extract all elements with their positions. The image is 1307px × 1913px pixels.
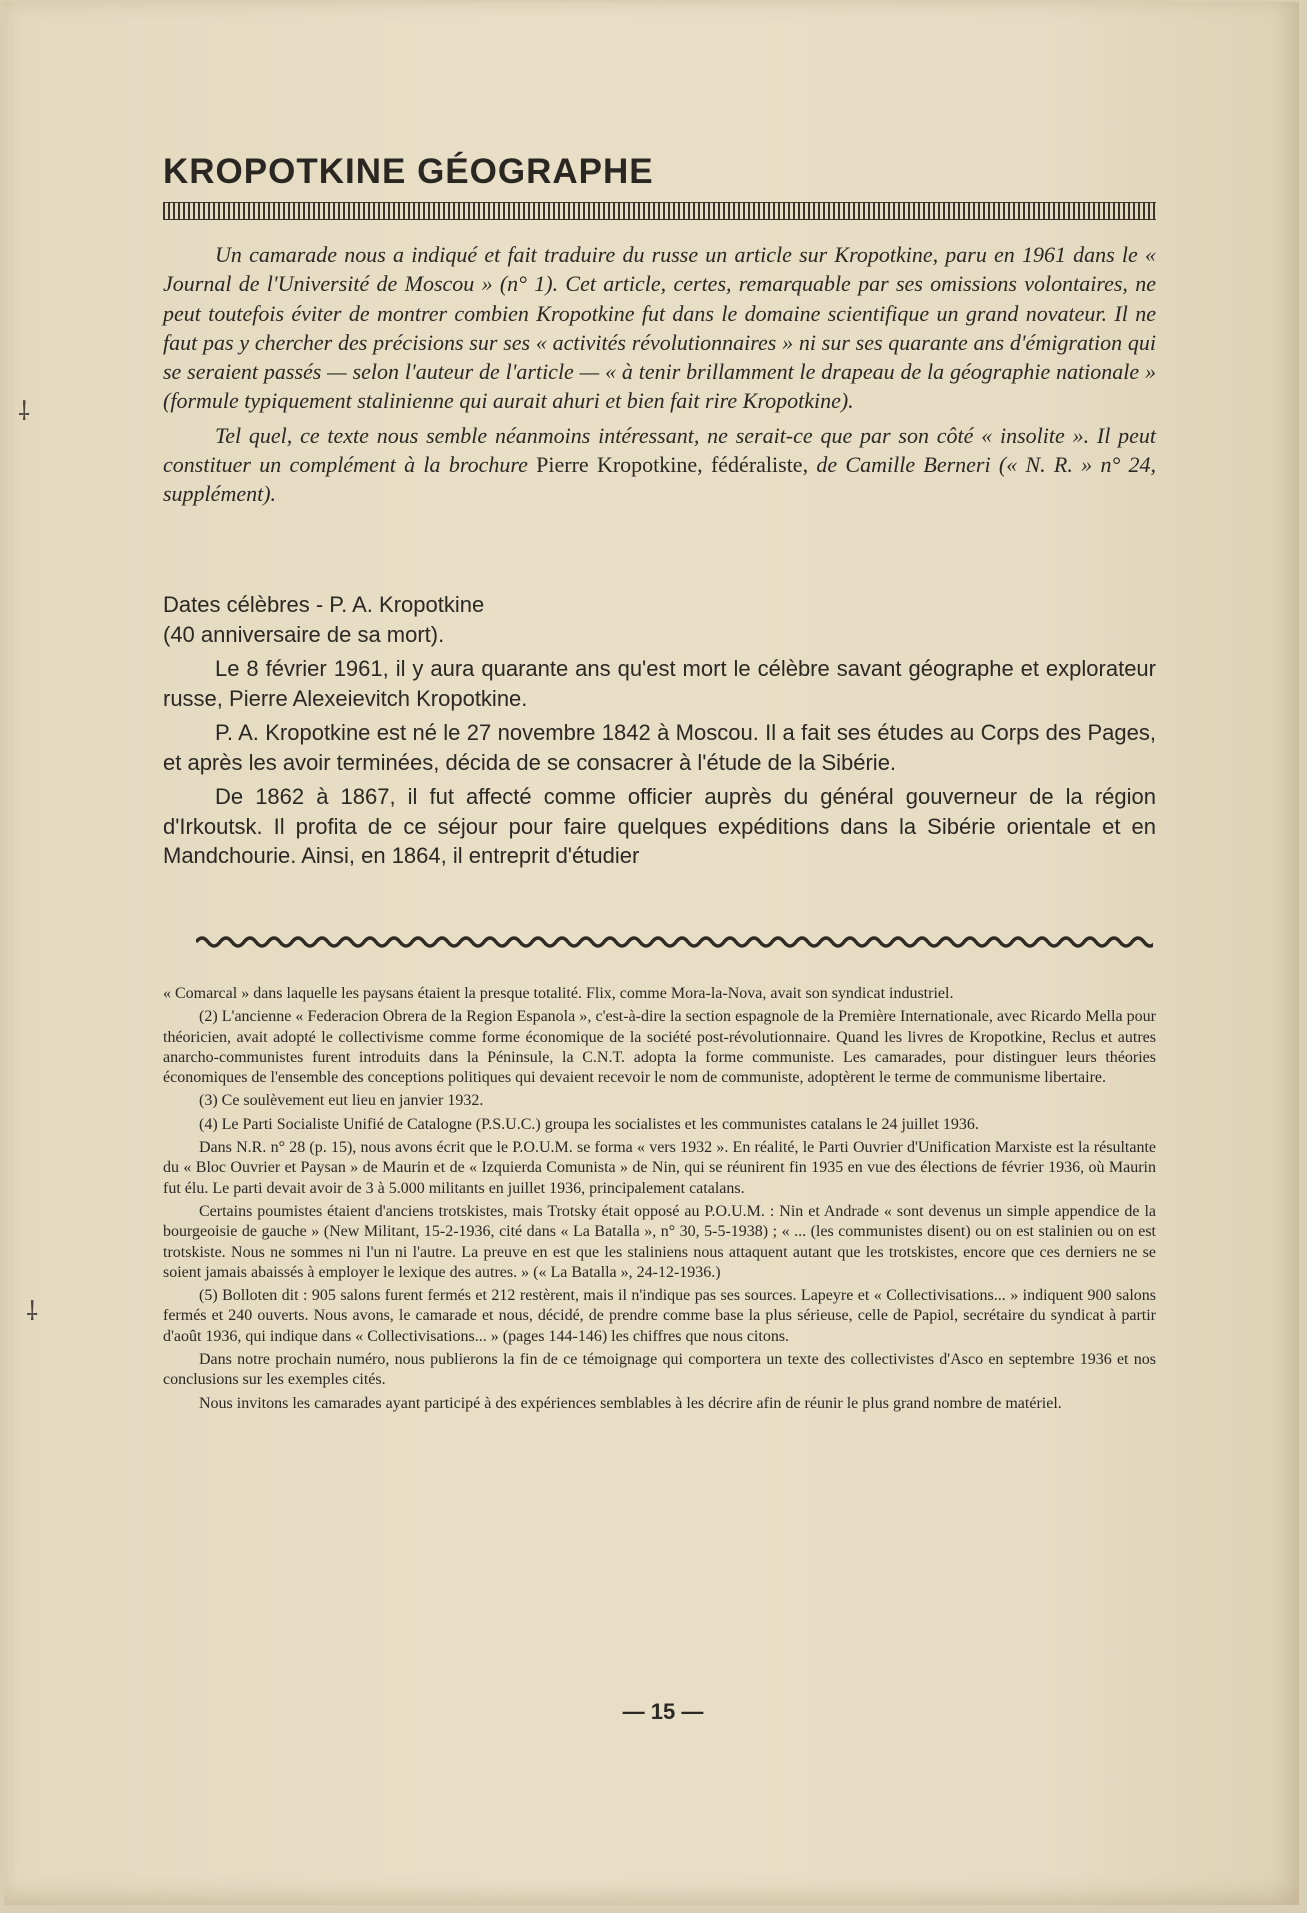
footnote: Certains poumistes étaient d'anciens trotskistes, mais Trotsky était opposé au P.O.U.M. : Nin et Andrade « sont devenus un simple appendice de la bourgeoisie de gauche » (New Militant, 15-2-1936, cité dans « La Batalla », n° 30, 5-5-1938) ; « ... (les communistes disent) ou on est stalinien ou on est trotskiste. Nous ne sommes ni l'un ni l'autre. La preuve en est que les staliniens nous attaquent autant que les trotskistes, encore que ces derniers ne se soient jamais abaissés à employer le lexique des autres. » (« La Batalla », 24-12-1936.) xyxy=(163,1202,1156,1281)
editorial-introduction xyxy=(163,240,1156,509)
article-title: KROPOTKINE GÉOGRAPHE xyxy=(163,152,654,191)
article-paragraph: P. A. Kropotkine est né le 27 novembre 1842 à Moscou. Il a fait ses études au Corps des Pages, et après les avoir terminées, décida de se consacrer à l'étude de la Sibérie. xyxy=(163,720,1156,775)
title-ornamental-rule xyxy=(163,202,1156,220)
brochure-title: Pierre Kropotkine, fédéraliste, xyxy=(536,452,809,478)
intro-text: Tel quel, ce texte nous semble néanmoins intéressant, ne serait-ce que par son côté « insolite ». Il peut constituer un complément à la brochure xyxy=(163,422,1156,478)
document-page xyxy=(4,2,1299,1905)
footnote: Dans N.R. n° 28 (p. 15), nous avons écrit que le P.O.U.M. se forma « vers 1932 ». En réalité, le Parti Ouvrier d'Unification Marxiste est la résultante du « Bloc Ouvrier et Paysan » de Maurin et de « Izquierda Comunista » de Nin, qui se réunirent fin 1935 en vue des élections de février 1936, où Maurin fut élu. Le parti devait avoir de 3 à 5.000 militants en juillet 1936, principalement catalans. xyxy=(163,1139,1156,1197)
page-number: — 15 — xyxy=(622,1699,704,1724)
footnotes xyxy=(163,984,1156,1414)
intro-text: de Camille Berneri (« N. R. » n° 24, supplément). xyxy=(163,452,1157,507)
footnote: (2) L'ancienne « Federacion Obrera de la Region Espanola », c'est-à-dire la section espagnole de la Première Internationale, avec Ricardo Mella pour théoricien, avait adopté le collectivisme comme forme économique de la société post-révolutionnaire. Quand les livres de Kropotkine, Reclus et autres anarcho-communistes furent introduits dans la Péninsule, la C.N.T. adopta la forme communiste. Les camarades, pour distinguer leurs théories économiques de l'ensemble des conceptions politiques qui devaient recevoir le nom de communiste, adoptèrent le terme de communisme libertaire. xyxy=(163,1008,1156,1087)
intro-paragraph xyxy=(163,421,1156,509)
article-paragraph: Le 8 février 1961, il y aura quarante ans qu'est mort le célèbre savant géographe et explorateur russe, Pierre Alexeievitch Kropotkine. xyxy=(163,656,1156,711)
margin-mark: ⸸ xyxy=(26,1297,39,1326)
intro-paragraph: Un camarade nous a indiqué et fait traduire du russe un article sur Kropotkine, paru en 1961 dans le « Journal de l'Université de Moscou » (n° 1). Cet article, certes, remarquable par ses omissions volontaires, ne peut toutefois éviter de montrer combien Kropotkine fut dans le domaine scientifique un grand novateur. Il ne faut pas y chercher des précisions sur ses « activités révolutionnaires » ni sur ses quarante ans d'émigration qui se seraient passés — selon l'auteur de l'article — « à tenir brillamment le drapeau de la géographie nationale » (formule typiquement stalinienne qui aurait ahuri et bien fait rire Kropotkine). xyxy=(163,242,1156,414)
margin-mark: ⸸ xyxy=(18,397,31,426)
footnote: Dans notre prochain numéro, nous publierons la fin de ce témoignage qui comportera un texte des collectivistes d'Asco en septembre 1936 et nos conclusions sur les exemples cités. xyxy=(163,1351,1156,1389)
footnote: Nous invitons les camarades ayant participé à des expériences semblables à les décrire afin de réunir le plus grand nombre de matériel. xyxy=(199,1394,1062,1412)
wavy-separator xyxy=(196,934,1153,948)
article-body xyxy=(163,590,1156,871)
article-subheading: (40 anniversaire de sa mort). xyxy=(163,621,445,647)
footnote: (4) Le Parti Socialiste Unifié de Catalogne (P.S.U.C.) groupa les socialistes et les communistes catalans le 24 juillet 1936. xyxy=(199,1115,979,1133)
footnote: (3) Ce soulèvement eut lieu en janvier 1932. xyxy=(199,1092,484,1110)
footnote: (5) Bolloten dit : 905 salons furent fermés et 212 restèrent, mais il n'indique pas ses sources. Lapeyre et « Collectivisations... » indiquent 900 salons fermés et 240 ouverts. Nous avons, le camarade et nous, décidé, de prendre comme base la plus sérieuse, celle de Papiol, secrétaire du syndicat à partir d'août 1936, qui indique dans « Collectivisations... » (pages 144-146) les chiffres que nous citons. xyxy=(163,1287,1156,1345)
footnote: « Comarcal » dans laquelle les paysans étaient la presque totalité. Flix, comme Mora-la-Nova, avait son syndicat industriel. xyxy=(163,985,954,1002)
article-heading: Dates célèbres - P. A. Kropotkine xyxy=(163,592,485,617)
article-paragraph: De 1862 à 1867, il fut affecté comme officier auprès du général gouverneur de la région d'Irkoutsk. Il profita de ce séjour pour faire quelques expéditions dans la Sibérie orientale et en Mandchourie. Ainsi, en 1864, il entreprit d'étudier xyxy=(163,784,1156,868)
